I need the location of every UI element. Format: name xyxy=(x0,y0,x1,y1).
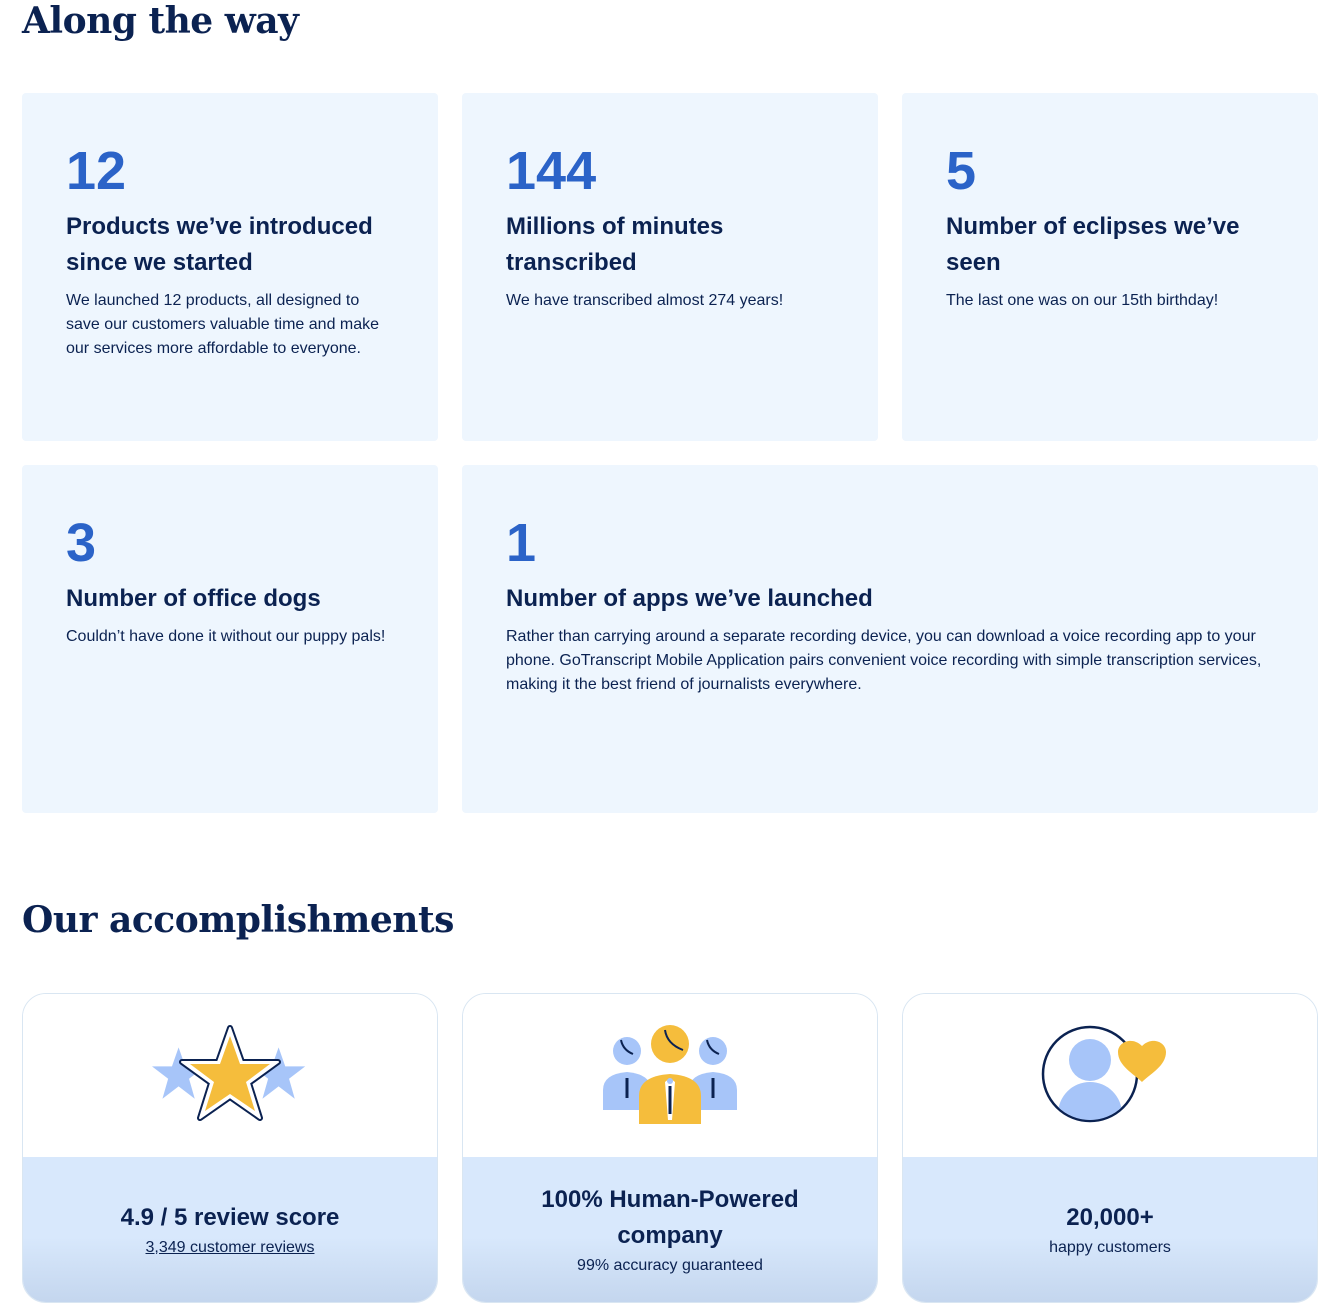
stars-icon xyxy=(150,1024,310,1124)
stat-card-minutes xyxy=(462,93,878,441)
stat-number: 3 xyxy=(66,513,97,573)
team-icon xyxy=(595,1024,745,1124)
stat-label: Products we’ve introduced since we started xyxy=(66,213,373,276)
stat-number: 144 xyxy=(506,141,597,201)
stat-label: Number of office dogs xyxy=(66,585,321,612)
stat-number: 1 xyxy=(506,513,537,573)
accomplishment-title: 4.9 / 5 review score xyxy=(120,1203,340,1231)
stat-description: Couldn’t have done it without our puppy pals! xyxy=(66,628,386,645)
accomplishment-title: 100% Human-Powered company xyxy=(541,1185,799,1249)
accomplishment-card-happy-customers xyxy=(902,993,1318,1303)
stat-description: The last one was on our 15th birthday! xyxy=(946,292,1219,309)
section-title-accomplishments: Our accomplishments xyxy=(22,899,454,941)
stat-description: We launched 12 products, all designed to save our customers valuable time and make our services more affordable to everyone. xyxy=(66,292,380,357)
stat-number: 5 xyxy=(946,141,977,201)
stat-label: Millions of minutes transcribed xyxy=(506,213,724,276)
accomplishment-subtitle: happy customers xyxy=(1049,1238,1171,1256)
stat-card-apps xyxy=(462,465,1318,813)
stat-number: 12 xyxy=(66,141,127,201)
stat-card-office-dogs xyxy=(22,465,438,813)
stat-label: Number of apps we’ve launched xyxy=(506,585,873,612)
section-title-along-the-way: Along the way xyxy=(22,0,299,42)
accomplishment-card-review-score xyxy=(22,993,438,1303)
stat-description: Rather than carrying around a separate recording device, you can download a voice recording app to your phone. GoTranscript Mobile Application pairs convenient voice recording with simple transcription services, making it the best friend of journalists everywhere. xyxy=(506,628,1262,693)
customer-heart-icon xyxy=(1040,1024,1180,1124)
stat-description: We have transcribed almost 274 years! xyxy=(506,292,784,309)
accomplishment-subtitle: 99% accuracy guaranteed xyxy=(577,1256,763,1274)
stat-label: Number of eclipses we’ve seen xyxy=(946,213,1240,276)
accomplishment-title: 20,000+ xyxy=(1066,1203,1154,1231)
customer-reviews-link[interactable]: 3,349 customer reviews xyxy=(145,1238,315,1256)
accomplishment-card-human-powered xyxy=(462,993,878,1303)
stat-card-products xyxy=(22,93,438,441)
stat-card-eclipses xyxy=(902,93,1318,441)
